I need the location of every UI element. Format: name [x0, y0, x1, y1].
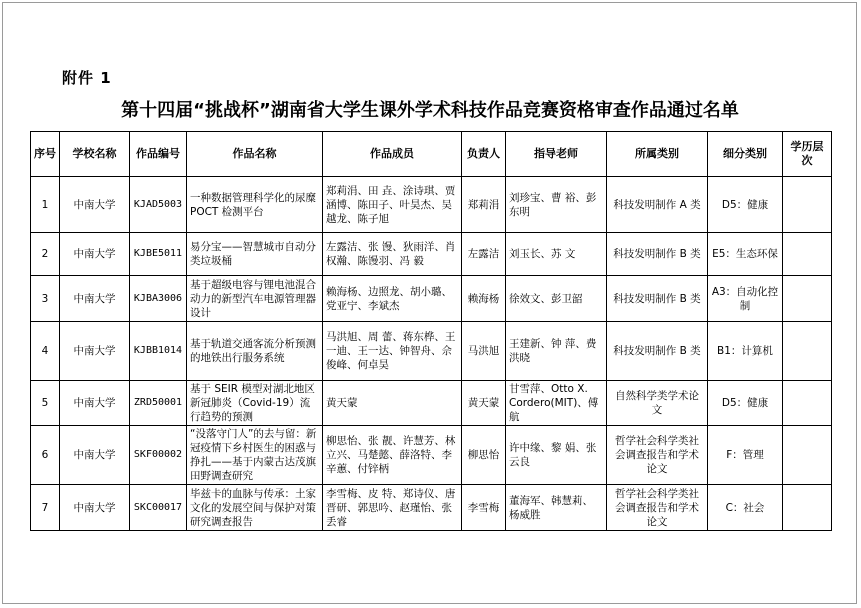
cell-level	[783, 276, 832, 322]
cell-members: 黄天蒙	[323, 381, 462, 426]
cell-subcategory: D5：健康	[708, 381, 783, 426]
cell-school: 中南大学	[60, 276, 130, 322]
cell-code: KJAD5003	[130, 177, 187, 233]
cell-advisors: 董海军、韩慧莉、杨威胜	[506, 485, 607, 531]
cell-members: 左露洁、张 馒、狄雨洋、肖权瀚、陈馒羽、冯 毅	[323, 233, 462, 276]
cell-leader: 李雪梅	[462, 485, 506, 531]
cell-subcategory: E5：生态环保	[708, 233, 783, 276]
cell-name: 易分宝——智慧城市自动分类垃圾桶	[187, 233, 323, 276]
approved-works-table	[30, 131, 832, 531]
table-header-row	[31, 132, 832, 177]
cell-school: 中南大学	[60, 233, 130, 276]
cell-code: KJBA3006	[130, 276, 187, 322]
cell-leader: 赖海杨	[462, 276, 506, 322]
cell-level	[783, 426, 832, 485]
cell-members: 柳思怡、张 靓、许慧芳、林立兴、马楚懿、薛洛特、李辛蕙、付锌柄	[323, 426, 462, 485]
header-subcategory: 细分类别	[708, 132, 783, 177]
header-code: 作品编号	[130, 132, 187, 177]
cell-leader: 左露洁	[462, 233, 506, 276]
cell-name: 基于 SEIR 模型对湖北地区新冠肺炎（Covid-19）流行趋势的预测	[187, 381, 323, 426]
header-no: 序号	[31, 132, 60, 177]
cell-school: 中南大学	[60, 177, 130, 233]
cell-no: 1	[31, 177, 60, 233]
cell-level	[783, 381, 832, 426]
cell-level	[783, 485, 832, 531]
cell-category: 哲学社会科学类社会调查报告和学术论文	[607, 485, 708, 531]
cell-subcategory: B1：计算机	[708, 322, 783, 381]
cell-name: 毕兹卡的血脉与传承：土家文化的发展空间与保护对策研究调查报告	[187, 485, 323, 531]
cell-no: 5	[31, 381, 60, 426]
header-name: 作品名称	[187, 132, 323, 177]
cell-school: 中南大学	[60, 381, 130, 426]
cell-code: SKF00002	[130, 426, 187, 485]
cell-advisors: 许中缘、黎 娟、张云良	[506, 426, 607, 485]
cell-leader: 黄天蒙	[462, 381, 506, 426]
cell-subcategory: D5：健康	[708, 177, 783, 233]
cell-leader: 柳思怡	[462, 426, 506, 485]
cell-no: 7	[31, 485, 60, 531]
table-row	[31, 426, 832, 485]
table-row	[31, 381, 832, 426]
cell-members: 李雪梅、皮 特、郑诗仪、唐晋研、郭思吟、赵瑾怡、张丢睿	[323, 485, 462, 531]
cell-advisors: 刘珍宝、曹 裕、彭东明	[506, 177, 607, 233]
cell-school: 中南大学	[60, 322, 130, 381]
cell-advisors: 王建新、钟 萍、费洪晓	[506, 322, 607, 381]
cell-subcategory: C：社会	[708, 485, 783, 531]
cell-level	[783, 177, 832, 233]
cell-members: 马洪旭、周 蕾、蒋东桦、王一迪、王一达、钟智舟、佘俊峰、何卓昊	[323, 322, 462, 381]
header-level: 学历层次	[783, 132, 832, 177]
cell-school: 中南大学	[60, 426, 130, 485]
table-row	[31, 322, 832, 381]
document-title: 第十四届“挑战杯”湖南省大学生课外学术科技作品竞赛资格审查作品通过名单	[121, 100, 739, 121]
cell-level	[783, 233, 832, 276]
cell-name: 一种数据管理科学化的尿糜 POCT 检测平台	[187, 177, 323, 233]
cell-members: 赖海杨、边照龙、胡小璐、党亚宁、李斌杰	[323, 276, 462, 322]
cell-code: ZRD50001	[130, 381, 187, 426]
cell-subcategory: F：管理	[708, 426, 783, 485]
header-category: 所属类别	[607, 132, 708, 177]
cell-members: 郑莉涓、田 垚、涂诗琪、贾涵博、陈田子、叶昊杰、吴越龙、陈子旭	[323, 177, 462, 233]
cell-name: 基于超级电容与锂电池混合动力的新型汽车电源管理器设计	[187, 276, 323, 322]
cell-category: 科技发明制作 A 类	[607, 177, 708, 233]
cell-code: KJBE5011	[130, 233, 187, 276]
table-row	[31, 485, 832, 531]
header-members: 作品成员	[323, 132, 462, 177]
cell-name: 基于轨道交通客流分析预测的地铁出行服务系统	[187, 322, 323, 381]
cell-subcategory: A3：自动化控制	[708, 276, 783, 322]
header-school: 学校名称	[60, 132, 130, 177]
table-row	[31, 233, 832, 276]
cell-no: 6	[31, 426, 60, 485]
table-row	[31, 177, 832, 233]
cell-no: 4	[31, 322, 60, 381]
cell-school: 中南大学	[60, 485, 130, 531]
cell-category: 科技发明制作 B 类	[607, 276, 708, 322]
cell-no: 2	[31, 233, 60, 276]
cell-code: KJBB1014	[130, 322, 187, 381]
cell-no: 3	[31, 276, 60, 322]
cell-level	[783, 322, 832, 381]
cell-advisors: 甘雪萍、Otto X. Cordero(MIT)、傅航	[506, 381, 607, 426]
header-advisors: 指导老师	[506, 132, 607, 177]
table-row	[31, 276, 832, 322]
cell-leader: 郑莉涓	[462, 177, 506, 233]
cell-name: “没落守门人”的去与留：新冠疫情下乡村医生的困惑与挣扎——基于内蒙古达茂旗田野调查研究	[187, 426, 323, 485]
cell-advisors: 刘玉长、苏 文	[506, 233, 607, 276]
cell-code: SKC00017	[130, 485, 187, 531]
cell-leader: 马洪旭	[462, 322, 506, 381]
cell-category: 科技发明制作 B 类	[607, 322, 708, 381]
attachment-label: 附件 1	[62, 69, 112, 87]
cell-advisors: 徐效文、彭卫韶	[506, 276, 607, 322]
cell-category: 哲学社会科学类社会调查报告和学术论文	[607, 426, 708, 485]
cell-category: 自然科学类学术论文	[607, 381, 708, 426]
cell-category: 科技发明制作 B 类	[607, 233, 708, 276]
header-leader: 负责人	[462, 132, 506, 177]
